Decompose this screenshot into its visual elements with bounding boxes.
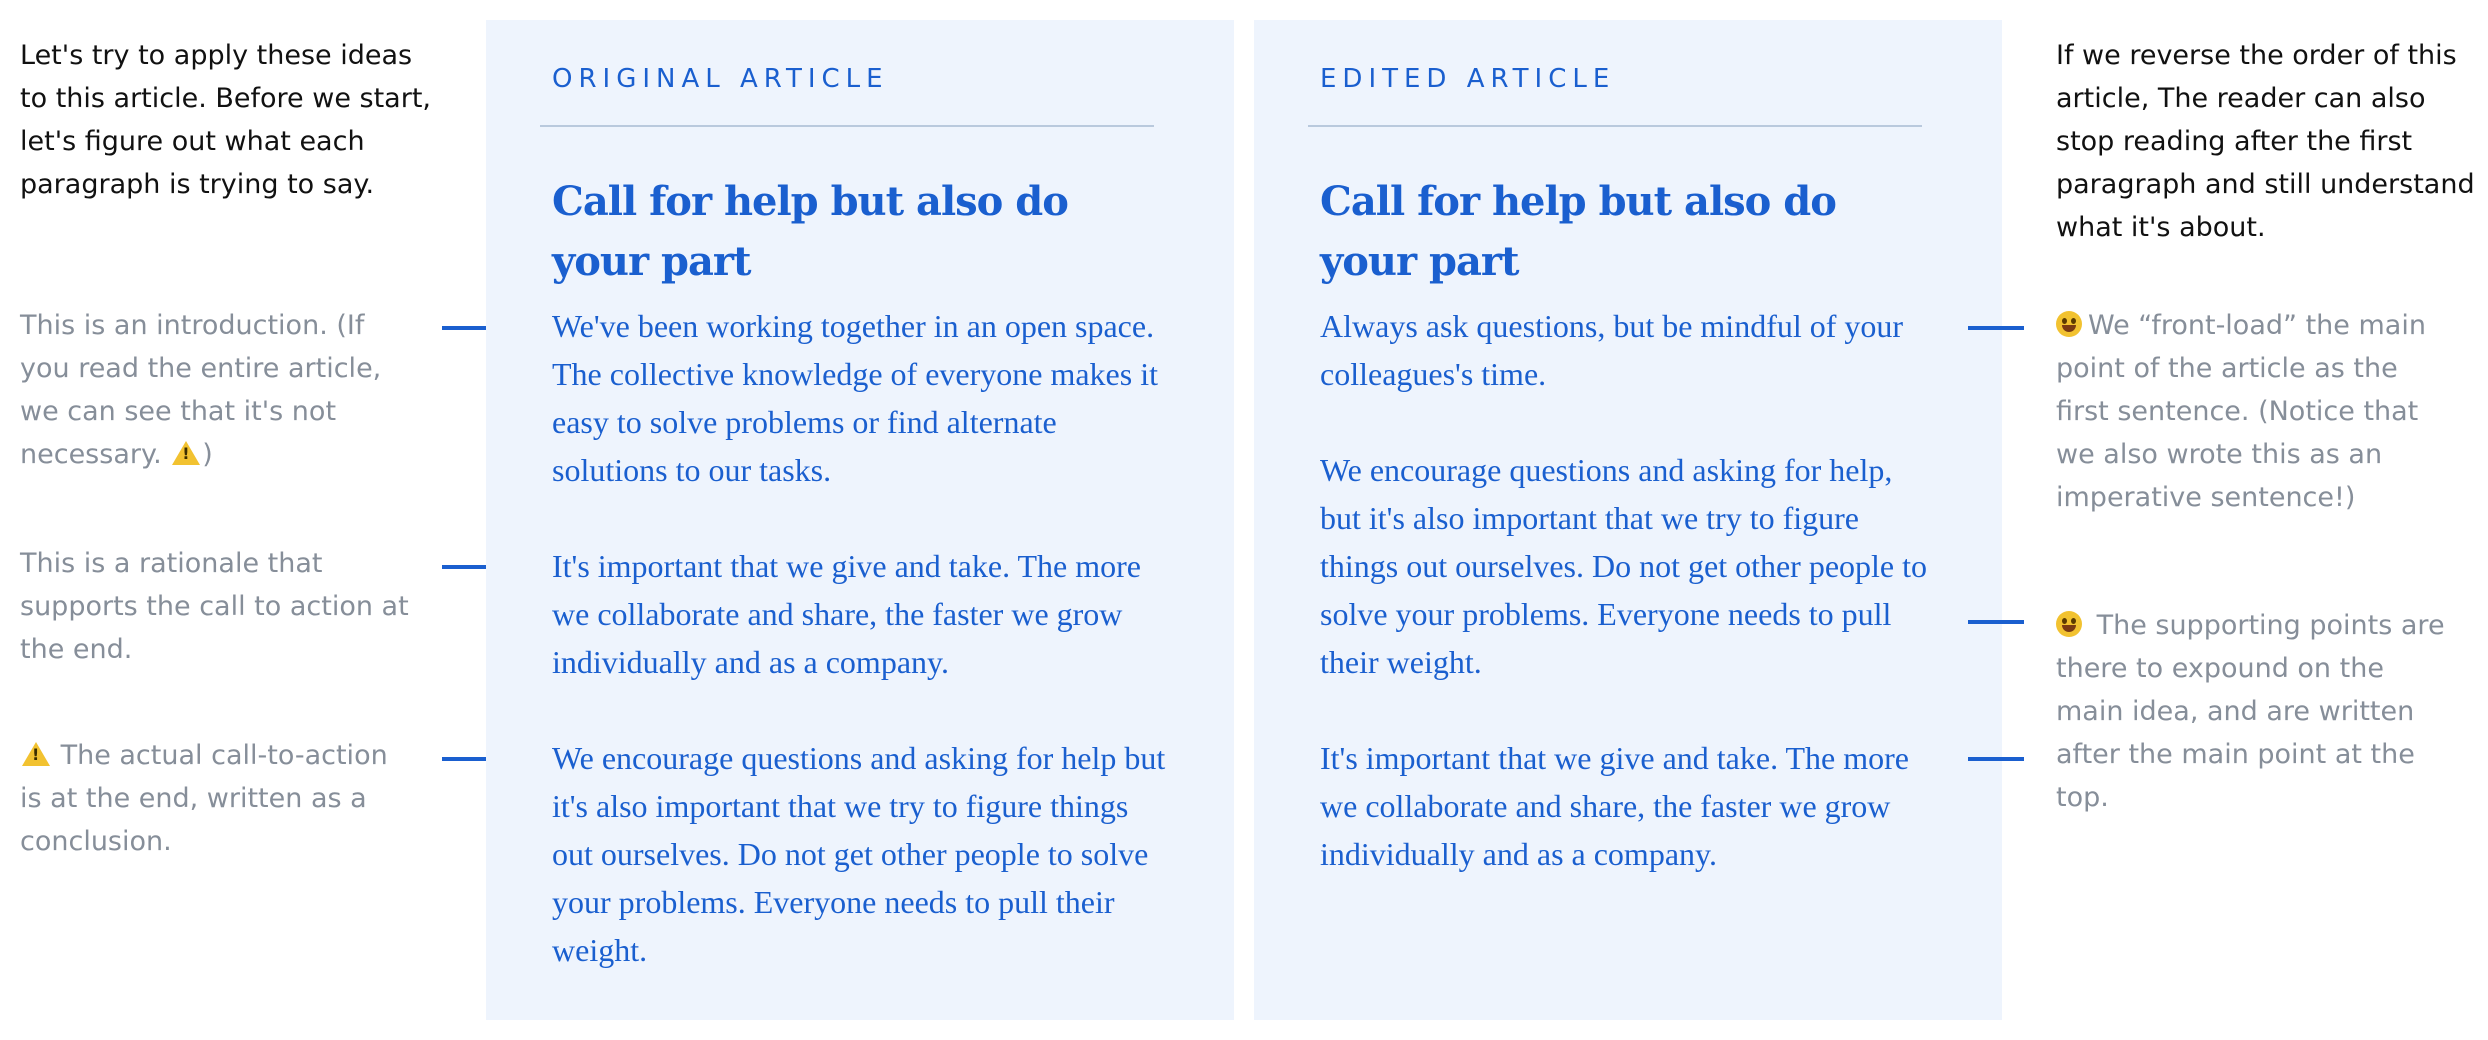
- original-article-title: Call for help but also do your part: [552, 178, 1068, 285]
- left-note-introduction-close: ): [202, 439, 213, 470]
- warning-icon: [172, 441, 200, 465]
- smiling-face-icon: [2056, 611, 2082, 637]
- left-note-introduction: [20, 304, 410, 476]
- edited-article-panel: [1254, 20, 2002, 1020]
- right-note-supporting-text: The supporting points are there to expound on the main idea, and are written after the main point at the top.: [2056, 610, 2445, 813]
- left-note-cta-text: The actual call-to-action is at the end, written as a conclusion.: [20, 740, 388, 857]
- smiling-face-icon: [2056, 311, 2082, 337]
- right-note-front-load-text: We “front-load” the main point of the article as the first sentence. (Notice that we also wrote this as an imperative sentence!): [2056, 310, 2426, 513]
- right-intro-text: If we reverse the order of this article, The reader can also stop reading after the first paragraph and still understand what it's about.: [2056, 40, 2475, 243]
- original-paragraph-2: It's important that we give and take. The more we collaborate and share, the faster we grow individually and as a company.: [552, 548, 1141, 680]
- left-note-rationale: This is a rationale that supports the call to action at the end.: [20, 548, 409, 665]
- connector-line: [1968, 757, 2024, 761]
- edited-paragraph-2: We encourage questions and asking for help, but it's also important that we try to figure things out ourselves. Do not get other people to solve your problems. Everyone needs to pull their weight.: [1320, 452, 1928, 680]
- original-article-heading: ORIGINAL ARTICLE: [552, 64, 889, 94]
- divider: [1308, 125, 1922, 127]
- original-article-panel: [486, 20, 1234, 1020]
- original-paragraph-3: We encourage questions and asking for help but it's also important that we try to figure things out ourselves. Do not get other people to solve your problems. Everyone needs to pull their weight.: [552, 740, 1166, 968]
- edited-article-heading: EDITED ARTICLE: [1320, 64, 1616, 94]
- left-intro-text: Let's try to apply these ideas to this article. Before we start, let's figure out what each paragraph is trying to say.: [20, 40, 431, 200]
- right-note-supporting: [2056, 604, 2456, 819]
- edited-paragraph-1: Always ask questions, but be mindful of your colleagues's time.: [1320, 308, 1904, 392]
- left-note-call-to-action: [20, 734, 410, 863]
- left-note-introduction-text: This is an introduction. (If you read the entire article, we can see that it's not necessary.: [20, 310, 382, 470]
- edited-paragraph-3: It's important that we give and take. The more we collaborate and share, the faster we grow individually and as a company.: [1320, 740, 1909, 872]
- connector-line: [1968, 326, 2024, 330]
- original-paragraph-1: We've been working together in an open space. The collective knowledge of everyone makes it easy to solve problems or find alternate solutions to our tasks.: [552, 308, 1158, 488]
- warning-icon: [22, 742, 50, 766]
- edited-article-title: Call for help but also do your part: [1320, 178, 1836, 285]
- connector-line: [1968, 620, 2024, 624]
- right-note-front-load: [2056, 304, 2456, 519]
- divider: [540, 125, 1154, 127]
